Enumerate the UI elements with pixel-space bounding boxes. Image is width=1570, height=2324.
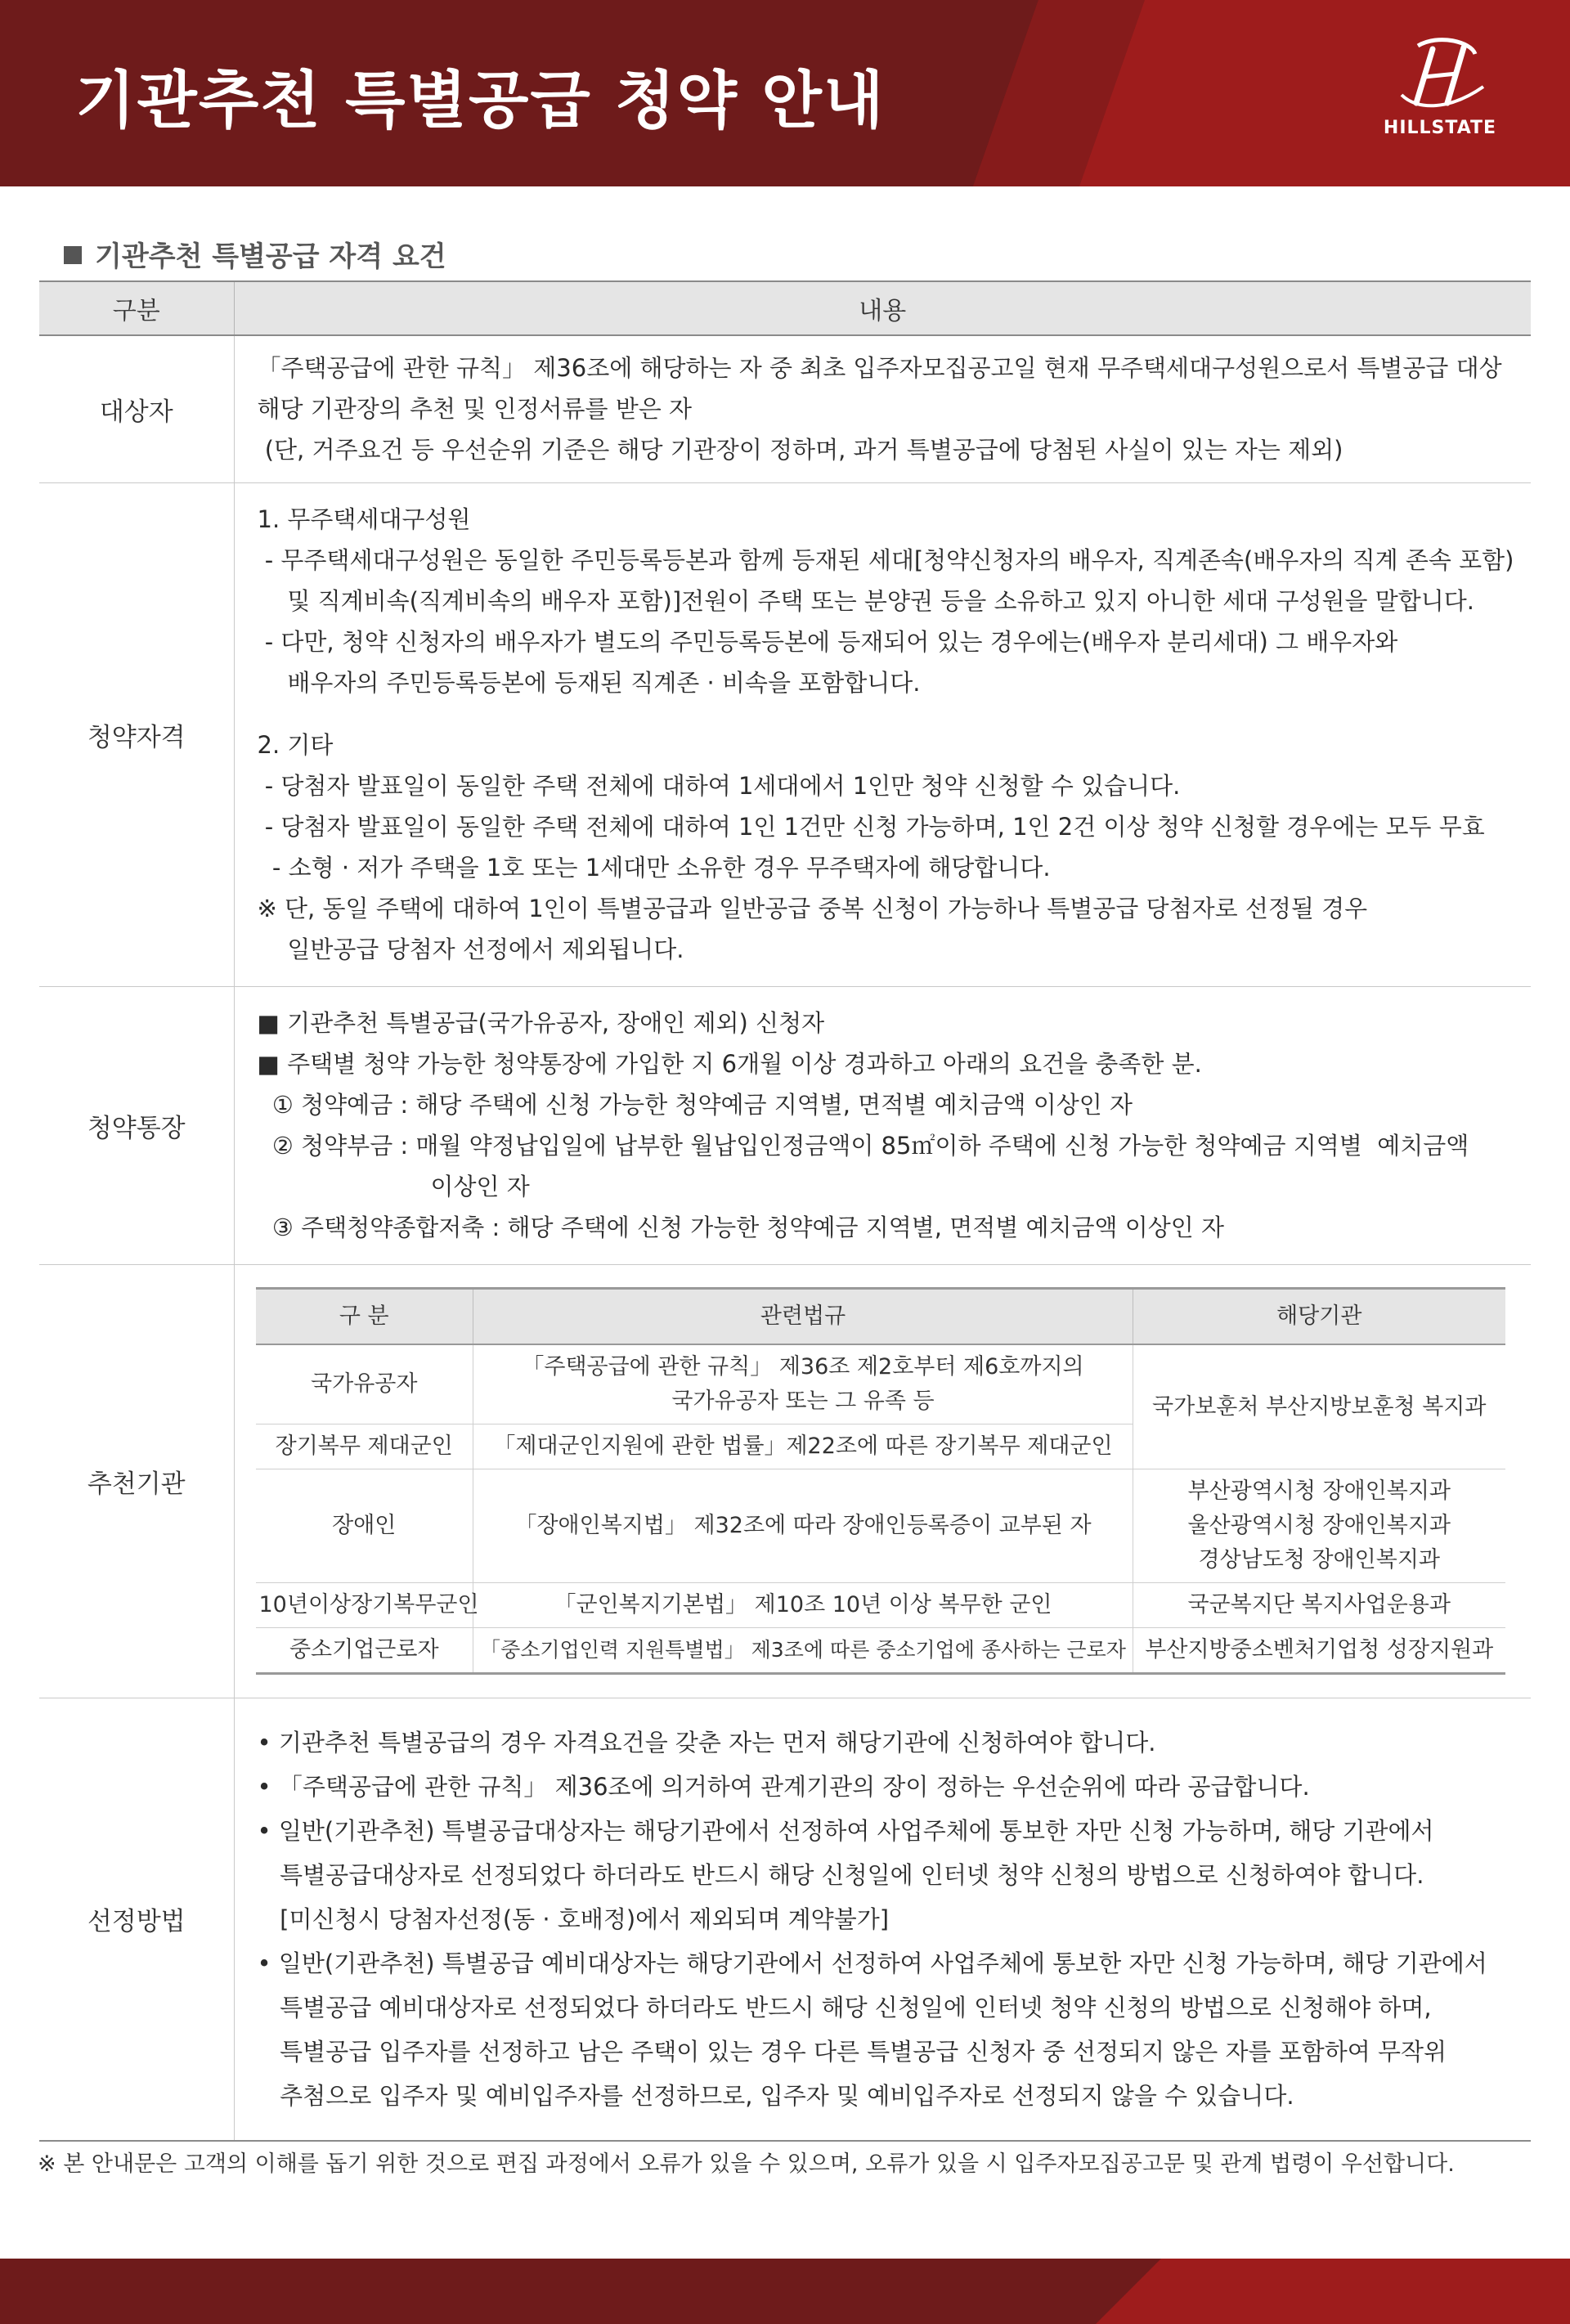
text-line: 배우자의 주민등록등본에 등재된 직계존 · 비속을 포함합니다. — [257, 669, 921, 697]
text-line: - 소형 · 저가 주택을 1호 또는 1세대만 소유한 경우 무주택자에 해당합니다. — [257, 854, 1051, 882]
subheader-law: 관련법규 — [473, 1289, 1133, 1345]
brand-name: HILLSTATE — [1383, 118, 1497, 138]
law-line: 「주택공급에 관한 규칙」 제36조 제2호부터 제6호까지의 — [522, 1354, 1084, 1380]
text-line: • 일반(기관추천) 특별공급대상자는 해당기관에서 선정하여 사업주체에 통보한 자만 신청 가능하며, 해당 기관에서 — [257, 1816, 1434, 1845]
text-line: 및 직계비속(직계비속의 배우자 포함)]전원이 주택 또는 분양권 등을 소유하고 있지 아니한 세대 구성원을 말합니다. — [257, 587, 1475, 615]
text-line: 특별공급 예비대상자로 선정되었다 하더라도 반드시 해당 신청일에 인터넷 청약 신청의 방법으로 신청해야 하며, — [257, 1993, 1432, 2021]
law-cell: 「중소기업인력 지원특별법」 제3조에 따른 중소기업에 종사하는 근로자 — [473, 1628, 1133, 1674]
subtable-row — [256, 1344, 1505, 1424]
section-title-text: 기관추천 특별공급 자격 요건 — [95, 240, 446, 273]
agency-cell: 부산지방중소벤처기업청 성장지원과 — [1133, 1628, 1505, 1674]
law-cell — [473, 1344, 1133, 1424]
text-line: • 「주택공급에 관한 규칙」 제36조에 의거하여 관계기관의 장이 정하는 우선순위에 따라 공급합니다. — [257, 1772, 1310, 1801]
agency-line: 울산광역시청 장애인복지과 — [1187, 1513, 1451, 1538]
content-target — [234, 335, 1531, 482]
text-line: 1. 무주택세대구성원 — [257, 505, 471, 533]
text-line: ① 청약예금 : 해당 주택에 신청 가능한 청약예금 지역별, 면적별 예치금액 이상인 자 — [257, 1091, 1133, 1119]
subtable-header-row — [256, 1289, 1505, 1345]
category-qualification: 청약자격 — [39, 482, 234, 986]
content-selection — [234, 1698, 1531, 2141]
category-institution: 추천기관 — [39, 1264, 234, 1698]
text-line: 「주택공급에 관한 규칙」 제36조에 해당하는 자 중 최초 입주자모집공고일 현재 무주택세대구성원으로서 특별공급 대상 — [257, 354, 1502, 383]
category-target: 대상자 — [39, 335, 234, 482]
text-line: ② 청약부금 : 매월 약정납입일에 납부한 월납입인정금액이 85㎡이하 주택에 신청 가능한 청약예금 지역별 예치금액 — [257, 1132, 1469, 1160]
header-category: 구분 — [39, 281, 234, 335]
subtable-row — [256, 1583, 1505, 1628]
row-qualification — [39, 482, 1531, 986]
text-line: 이상인 자 — [257, 1173, 530, 1200]
subtable-row — [256, 1628, 1505, 1674]
text-line: ③ 주택청약종합저축 : 해당 주택에 신청 가능한 청약예금 지역별, 면적별 예치금액 이상인 자 — [257, 1214, 1225, 1241]
footnote: ※ 본 안내문은 고객의 이해를 돕기 위한 것으로 편집 과정에서 오류가 있을 수 있으며, 오류가 있을 시 입주자모집공고문 및 관계 법령이 우선합니다. — [38, 2151, 1455, 2177]
square-bullet-icon — [64, 246, 82, 264]
text-line: ■ 기관추천 특별공급(국가유공자, 장애인 제외) 신청자 — [257, 1009, 825, 1037]
law-cell: 「제대군인지원에 관한 법률」제22조에 따른 장기복무 제대군인 — [473, 1424, 1133, 1469]
text-line: 특별공급대상자로 선정되었다 하더라도 반드시 해당 신청일에 인터넷 청약 신청의 방법으로 신청하여야 합니다. — [257, 1860, 1424, 1889]
footer-stripe — [0, 2259, 1570, 2324]
agency-line: 경상남도청 장애인복지과 — [1198, 1547, 1440, 1573]
type-cell: 국가유공자 — [256, 1344, 473, 1424]
text-line: ■ 주택별 청약 가능한 청약통장에 가입한 지 6개월 이상 경과하고 아래의 요건을 충족한 분. — [257, 1050, 1202, 1078]
subheader-type: 구 분 — [256, 1289, 473, 1345]
hillstate-logo-icon — [1393, 38, 1492, 111]
text-line: - 다만, 청약 신청자의 배우자가 별도의 주민등록등본에 등재되어 있는 경우에는(배우자 분리세대) 그 배우자와 — [257, 628, 1398, 656]
type-cell: 장애인 — [256, 1469, 473, 1583]
agency-line: 부산광역시청 장애인복지과 — [1187, 1478, 1451, 1504]
text-line: ※ 단, 동일 주택에 대하여 1인이 특별공급과 일반공급 중복 신청이 가능하나 특별공급 당첨자로 선정될 경우 — [257, 895, 1368, 922]
law-cell: 「군인복지기본법」 제10조 10년 이상 복무한 군인 — [473, 1583, 1133, 1628]
type-cell: 10년이상장기복무군인 — [256, 1583, 473, 1628]
content-qualification — [234, 482, 1531, 986]
text-line: - 당첨자 발표일이 동일한 주택 전체에 대하여 1인 1건만 신청 가능하며, 1인 2건 이상 청약 신청할 경우에는 모두 무효 — [257, 813, 1485, 841]
row-institution — [39, 1264, 1531, 1698]
agency-cell: 국군복지단 복지사업운용과 — [1133, 1583, 1505, 1628]
text-line: (단, 거주요건 등 우선순위 기준은 해당 기관장이 정하며, 과거 특별공급에 당첨된 사실이 있는 자는 제외) — [257, 436, 1343, 464]
header-content: 내용 — [234, 281, 1531, 335]
agency-cell: 국가보훈처 부산지방보훈청 복지과 — [1133, 1344, 1505, 1469]
row-account — [39, 986, 1531, 1264]
text-line: 해당 기관장의 추천 및 인정서류를 받은 자 — [257, 395, 693, 424]
page-title: 기관추천 특별공급 청약 안내 — [75, 64, 886, 137]
footer-band — [0, 2259, 1570, 2324]
content-institution — [234, 1264, 1531, 1698]
qualification-table — [39, 280, 1531, 2142]
subheader-agency: 해당기관 — [1133, 1289, 1505, 1345]
content-account — [234, 986, 1531, 1264]
row-selection — [39, 1698, 1531, 2141]
agency-cell — [1133, 1469, 1505, 1583]
law-line: 국가유공자 또는 그 유족 등 — [671, 1389, 935, 1414]
hillstate-logo — [1379, 38, 1501, 152]
institution-subtable — [256, 1287, 1505, 1675]
law-cell: 「장애인복지법」 제32조에 따라 장애인등록증이 교부된 자 — [473, 1469, 1133, 1583]
type-cell: 중소기업근로자 — [256, 1628, 473, 1674]
header-banner — [0, 0, 1570, 186]
type-cell: 장기복무 제대군인 — [256, 1424, 473, 1469]
table-header-row — [39, 281, 1531, 335]
text-line: - 무주택세대구성원은 동일한 주민등록등본과 함께 등재된 세대[청약신청자의 배우자, 직계존속(배우자의 직계 존속 포함) — [257, 546, 1514, 574]
category-account: 청약통장 — [39, 986, 234, 1264]
text-line: • 기관추천 특별공급의 경우 자격요건을 갖춘 자는 먼저 해당기관에 신청하여야 합니다. — [257, 1728, 1156, 1756]
text-line: 일반공급 당첨자 선정에서 제외됩니다. — [257, 935, 684, 963]
text-line: 특별공급 입주자를 선정하고 남은 주택이 있는 경우 다른 특별공급 신청자 중 선정되지 않은 자를 포함하여 무작위 — [257, 2037, 1447, 2066]
text-line: 추첨으로 입주자 및 예비입주자를 선정하므로, 입주자 및 예비입주자로 선정되지 않을 수 있습니다. — [257, 2081, 1294, 2110]
text-line: • 일반(기관추천) 특별공급 예비대상자는 해당기관에서 선정하여 사업주체에 통보한 자만 신청 가능하며, 해당 기관에서 — [257, 1949, 1487, 1977]
text-line: 2. 기타 — [257, 731, 334, 759]
text-line: [미신청시 당첨자선정(동 · 호배정)에서 제외되며 계약불가] — [257, 1905, 890, 1933]
category-selection: 선정방법 — [39, 1698, 234, 2141]
section-title — [64, 234, 446, 274]
text-line: - 당첨자 발표일이 동일한 주택 전체에 대하여 1세대에서 1인만 청약 신청할 수 있습니다. — [257, 772, 1181, 800]
subtable-row — [256, 1469, 1505, 1583]
row-target — [39, 335, 1531, 482]
